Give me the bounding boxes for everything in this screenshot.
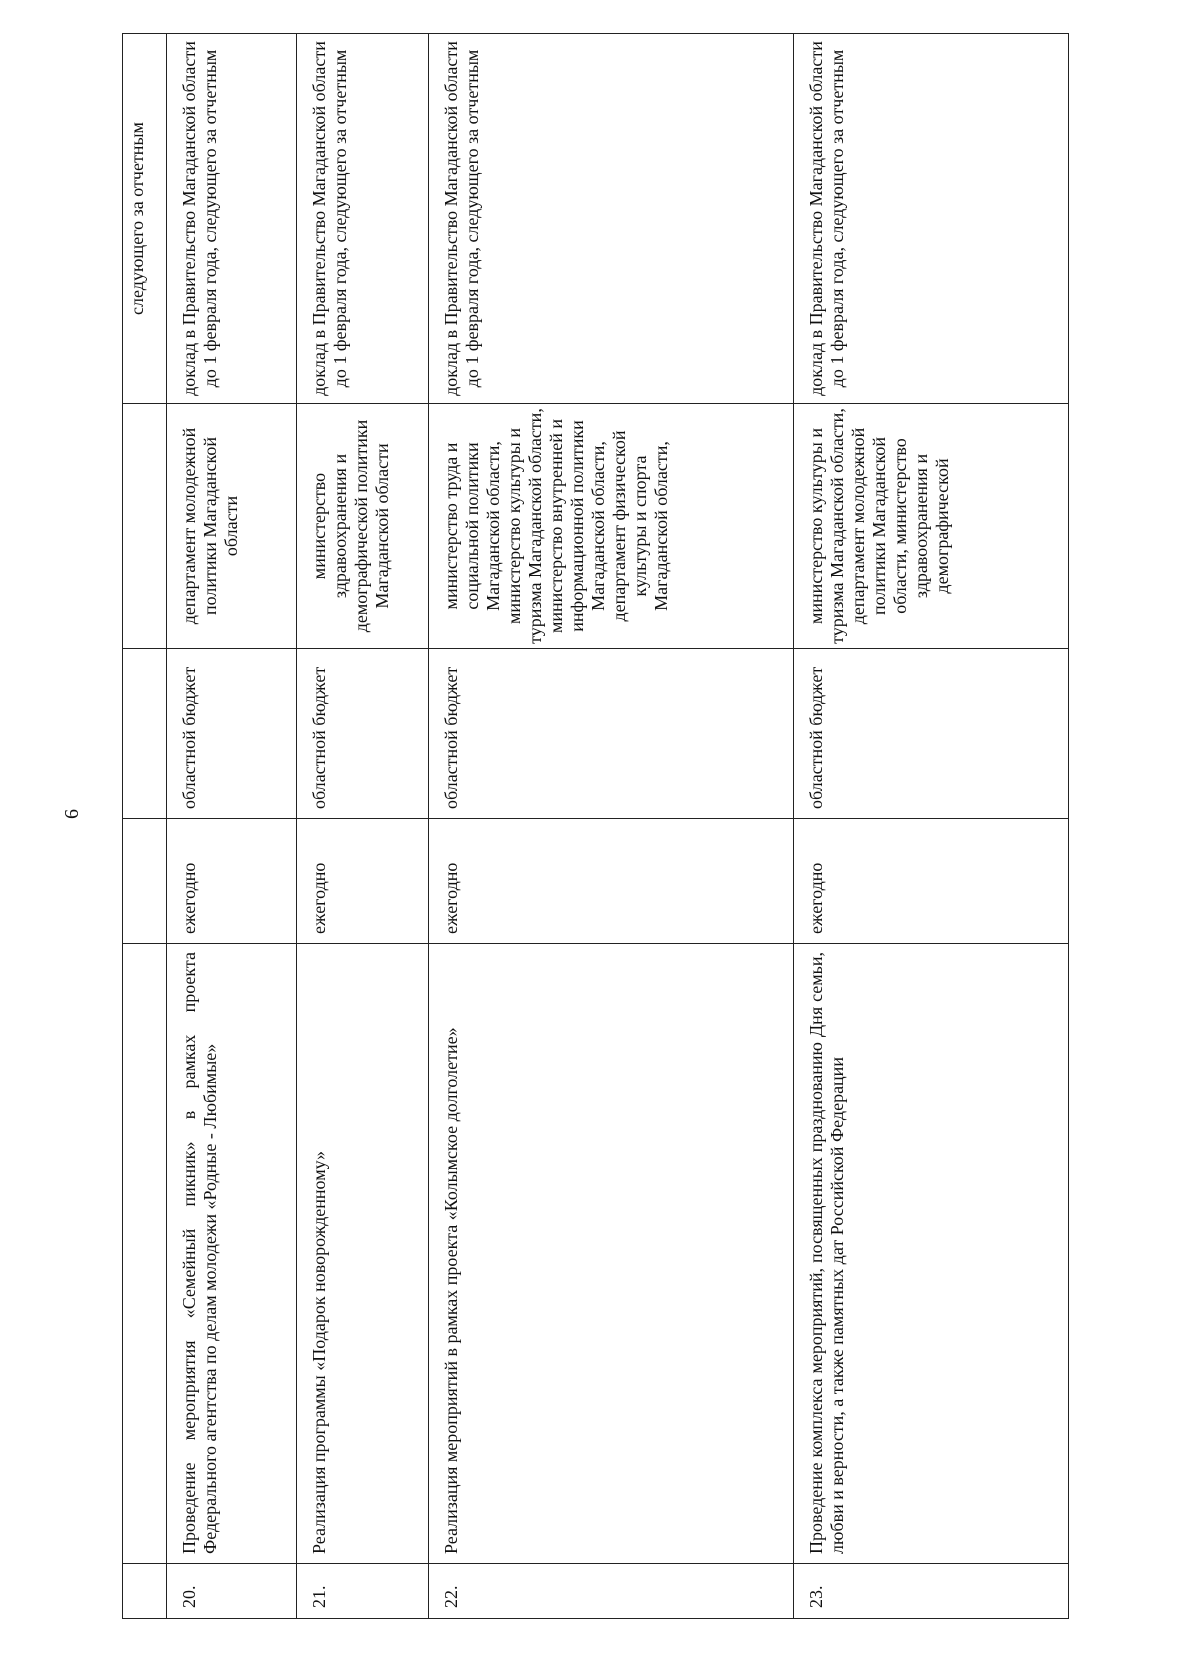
cell-name: Реализация программы «Подарок новорожденному» xyxy=(297,944,429,1564)
cell-period xyxy=(123,819,167,944)
table-row xyxy=(429,34,794,1619)
cell-num: 23. xyxy=(794,1564,1069,1619)
cell-name: Реализация мероприятий в рамках проекта «Колымское долголетие» xyxy=(429,944,794,1564)
rotated-table-container xyxy=(122,34,1068,1619)
cell-source xyxy=(123,649,167,819)
cell-report: доклад в Правительство Магаданской области до 1 февраля года, следующего за отчетным xyxy=(167,34,297,404)
cell-name: Проведение комплекса мероприятий, посвященных празднованию Дня семьи, любви и верности, а также памятных дат Российской Федерации xyxy=(794,944,1069,1564)
page-number: 6 xyxy=(61,809,83,819)
cell-num: 21. xyxy=(297,1564,429,1619)
table-row xyxy=(794,34,1069,1619)
cell-num xyxy=(123,1564,167,1619)
cell-source: областной бюджет xyxy=(429,649,794,819)
cell-report: доклад в Правительство Магаданской области до 1 февраля года, следующего за отчетным xyxy=(297,34,429,404)
cell-source: областной бюджет xyxy=(794,649,1069,819)
cell-report: следующего за отчетным xyxy=(123,34,167,404)
cell-executor: министерство культуры и туризма Магаданской области, департамент молодежной политики Магаданской области, министерство здравоохранения и демографической xyxy=(794,404,1069,649)
cell-executor: министерство труда и социальной политики Магаданской области, министерство культуры и туризма Магаданской области, министерство внутренней и информационной политики Магаданской области, департамент физической культуры и спорта Магаданской области, xyxy=(429,404,794,649)
table-row xyxy=(297,34,429,1619)
cell-executor: департамент молодежной политики Магаданской области xyxy=(167,404,297,649)
cell-name xyxy=(123,944,167,1564)
cell-source: областной бюджет xyxy=(297,649,429,819)
cell-executor: министерство здравоохранения и демографической политики Магаданской области xyxy=(297,404,429,649)
cell-num: 20. xyxy=(167,1564,297,1619)
table-row xyxy=(167,34,297,1619)
cell-report: доклад в Правительство Магаданской области до 1 февраля года, следующего за отчетным xyxy=(429,34,794,404)
cell-num: 22. xyxy=(429,1564,794,1619)
cell-executor xyxy=(123,404,167,649)
cell-report: доклад в Правительство Магаданской области до 1 февраля года, следующего за отчетным xyxy=(794,34,1069,404)
table-row-continuation xyxy=(123,34,167,1619)
cell-name: Проведение мероприятия «Семейный пикник» в рамках проекта Федерального агентства по делам молодежи «Родные - Любимые» xyxy=(167,944,297,1564)
cell-period: ежегодно xyxy=(167,819,297,944)
cell-source: областной бюджет xyxy=(167,649,297,819)
cell-period: ежегодно xyxy=(297,819,429,944)
cell-period: ежегодно xyxy=(794,819,1069,944)
cell-period: ежегодно xyxy=(429,819,794,944)
measures-table xyxy=(122,33,1069,1619)
